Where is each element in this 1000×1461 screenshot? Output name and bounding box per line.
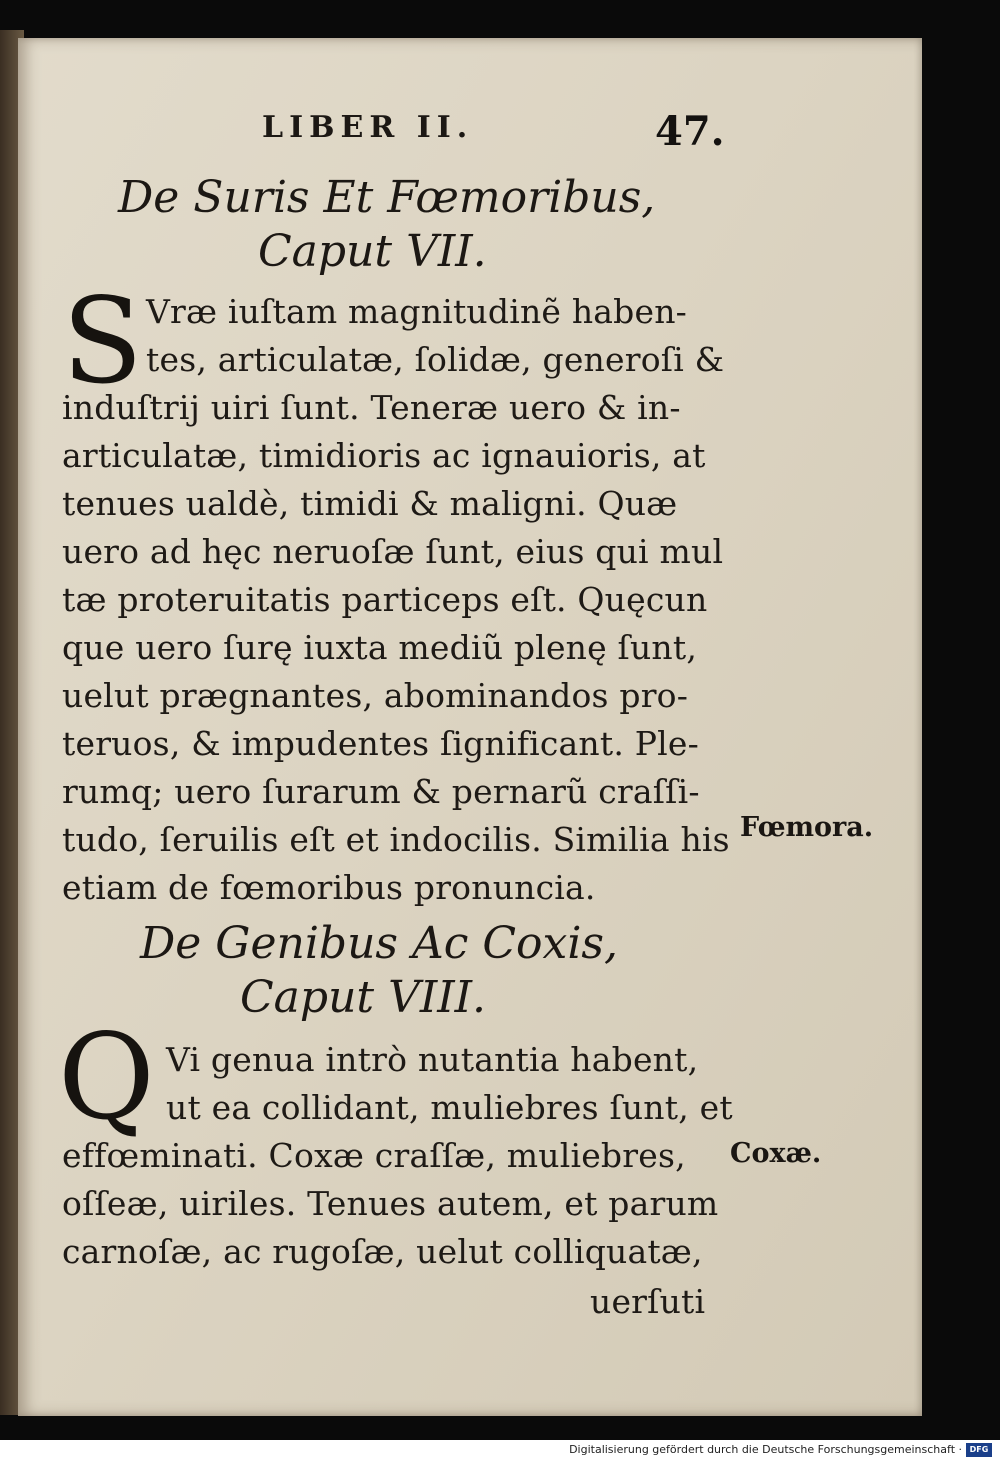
chapter7-heading: De Suris Et Fœmoribus, xyxy=(118,172,656,223)
chapter8-heading: De Genibus Ac Coxis, xyxy=(140,918,618,969)
text-line: tenues ualdè, timidi & maligni. Quæ xyxy=(62,484,678,523)
page-number: 47. xyxy=(655,108,725,155)
text-line: tudo, ſeruilis eſt et indocilis. Similia his xyxy=(62,820,730,859)
text-line: induſtrij uiri ſunt. Teneræ uero & in- xyxy=(62,388,681,427)
catchword: uerſuti xyxy=(590,1282,706,1321)
text-line: uelut prægnantes, abominandos pro- xyxy=(62,676,689,715)
chapter8-caput: Caput VIII. xyxy=(240,972,486,1023)
text-line: uero ad hęc neruoſæ ſunt, eius qui mul xyxy=(62,532,724,571)
text-line: rumq; uero ſurarum & pernarũ craſſi- xyxy=(62,772,700,811)
text-line: teruos, & impudentes ſignificant. Ple- xyxy=(62,724,699,763)
footer-bar xyxy=(0,1440,1000,1461)
text-line: carnoſæ, ac rugoſæ, uelut colliquatæ, xyxy=(62,1232,703,1271)
text-line: Vræ iuſtam magnitudinẽ haben- xyxy=(146,292,688,331)
funding-credit: Digitalisierung gefördert durch die Deutsche Forschungsgemeinschaft · xyxy=(569,1443,962,1456)
text-line: effœminati. Coxæ craſſæ, muliebres, xyxy=(62,1136,686,1175)
margin-note-coxae: Coxæ. xyxy=(730,1138,822,1169)
chapter8-dropcap: Q xyxy=(58,1008,155,1146)
text-line: tes, articulatæ, ſolidæ, generoſi & xyxy=(146,340,725,379)
chapter7-dropcap: S xyxy=(62,272,143,410)
text-line: articulatæ, timidioris ac ignauioris, at xyxy=(62,436,706,475)
text-line: etiam de fœmoribus pronuncia. xyxy=(62,868,596,907)
text-line: oſſeæ, uiriles. Tenues autem, et parum xyxy=(62,1184,719,1223)
running-head: LIBER II. xyxy=(262,110,474,145)
chapter7-caput: Caput VII. xyxy=(258,226,487,277)
text-line: Vi genua intrò nutantia habent, xyxy=(166,1040,699,1079)
text-line: que uero ſurę iuxta mediũ plenę ſunt, xyxy=(62,628,698,667)
dfg-logo: DFG xyxy=(966,1443,992,1457)
text-line: ut ea collidant, muliebres ſunt, et xyxy=(166,1088,733,1127)
text-line: tæ proteruitatis particeps eſt. Quęcun xyxy=(62,580,708,619)
margin-note-foemora: Fœmora. xyxy=(740,812,874,843)
